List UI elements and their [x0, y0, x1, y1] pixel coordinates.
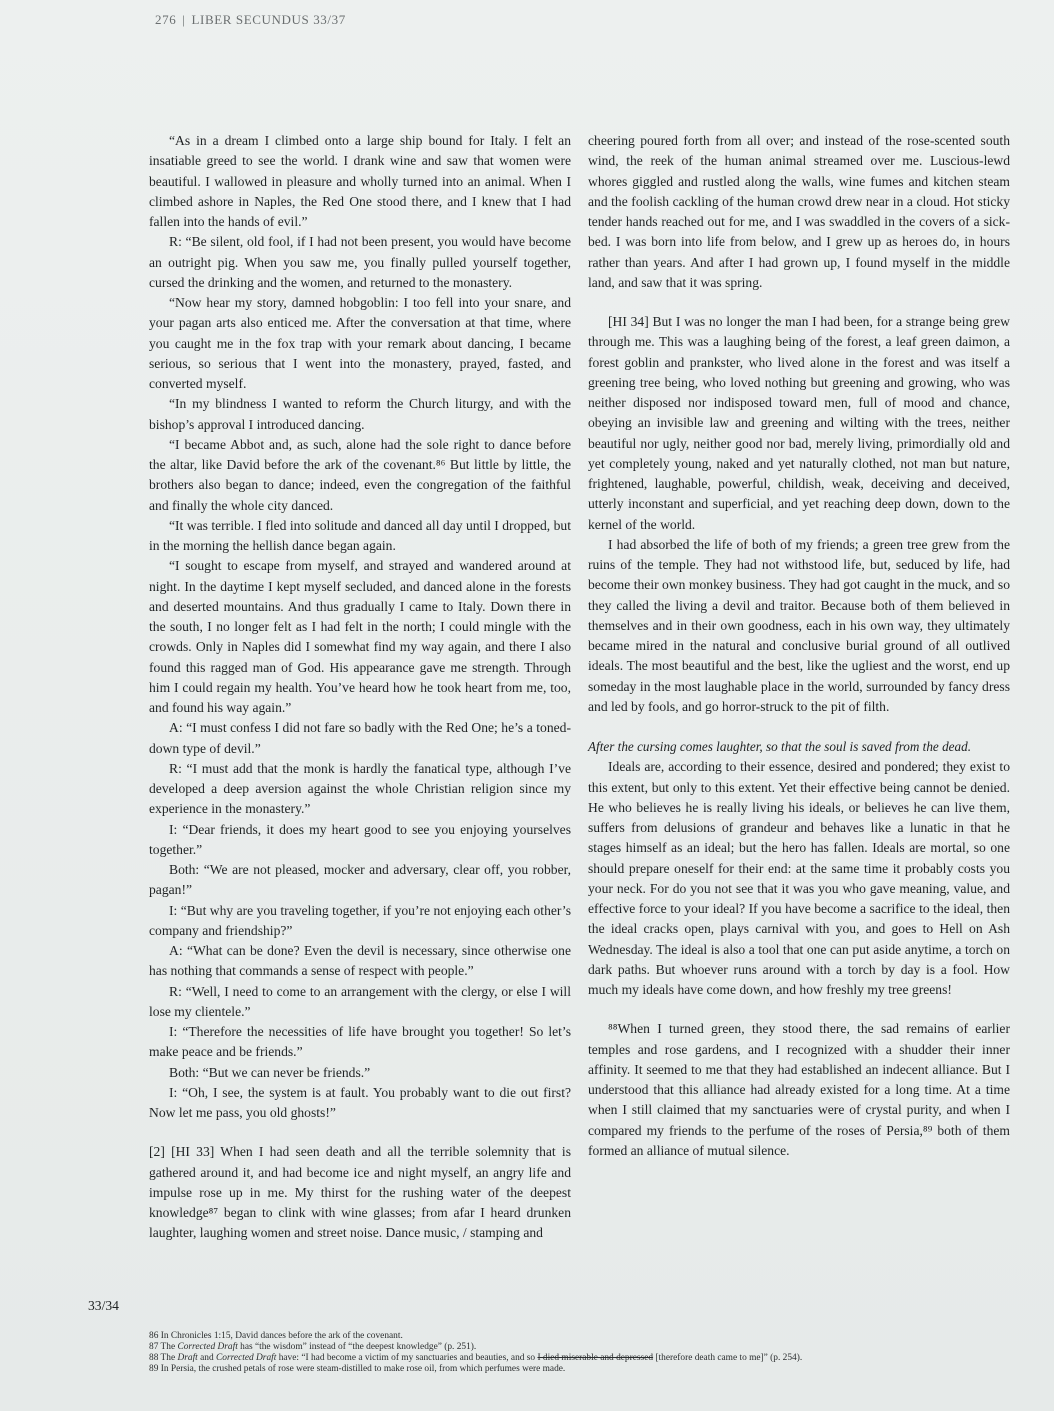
- paragraph: I: “But why are you traveling together, if you’re not enjoying each other’s company and friendship?”: [149, 902, 571, 938]
- footnote-86: 86 In Chronicles 1:15, David dances before the ark of the covenant.: [149, 1331, 403, 1341]
- paragraph: “As in a dream I climbed onto a large ship bound for Italy. I felt an insatiable greed to see the world. I drank wine and saw that women were beautiful. I wallowed in pleasure and wholly turned into an animal. When I climbed ashore in Naples, the Red One stood there, and I knew that I had fallen into the hands of evil.”: [149, 133, 571, 229]
- running-head: [155, 12, 346, 28]
- left-column: [149, 131, 571, 1244]
- footnote-text: [therefore death came to me]” (p. 254).: [653, 1353, 803, 1363]
- paragraph: “I sought to escape from myself, and strayed and wandered around at night. In the daytime I kept myself secluded, and danced alone in the forests and deserted mountains. And thus gradually I came to Italy. Down there in the south, I no longer felt as I had felt in the north; I could mingle with the crowds. Only in Naples did I somewhat find my way again, and there I also found this ragged man of God. His appearance gave me strength. Through him I could regain my health. You’ve heard how he took heart from me, too, and found his way again.”: [149, 558, 571, 715]
- right-column: [588, 131, 1010, 1161]
- paragraph: “Now hear my story, damned hobgoblin: I too fell into your snare, and your pagan arts also enticed me. After the conversation at that time, where you caught me in the fox trap with your remark about dancing, I became serious, so serious that I went into the monastery, prayed, fasted, and converted myself.: [149, 295, 571, 391]
- footnotes: [149, 1331, 1019, 1375]
- paragraph: “In my blindness I wanted to reform the Church liturgy, and with the bishop’s approval I introduced dancing.: [149, 396, 571, 432]
- paragraph: I: “Dear friends, it does my heart good to see you enjoying yourselves together.”: [149, 821, 571, 857]
- paragraph: I had absorbed the life of both of my friends; a green tree grew from the ruins of the temple. They had not withstood life, but, seduced by life, had become their own monkey business. They had got caught in the muck, and so they called the living a devil and traitor. Because both of them believed in themselves and in their own goodness, each in his own way, they ultimately became mired in the natural and conclusive burial ground of all outlived ideals. The most beautiful and the best, like the ugliest and the worst, end up someday in the most laughable place in the world, surrounded by fancy dress and led by fools, and go horror-struck to the pit of filth.: [588, 536, 1010, 714]
- paragraph: A: “What can be done? Even the devil is necessary, since otherwise one has nothing that commands a sense of respect with people.”: [149, 943, 571, 979]
- paragraph: ⁸⁸When I turned green, they stood there, the sad remains of earlier temples and rose gardens, and I recognized with a shudder their inner affinity. It seemed to me that they had established an indecent alliance. But I understood that this alliance had already existed for a long time. At a time when I still claimed that my sanctuaries were of crystal purity, and when I compared my friends to the perfume of the roses of Persia,⁸⁹ both of them formed an alliance of mutual silence.: [588, 1021, 1010, 1158]
- page-number: 276: [155, 12, 177, 27]
- footnote-title: Corrected Draft: [177, 1342, 238, 1352]
- paragraph: cheering poured forth from all over; and instead of the rose-scented south wind, the reek of the human animal streamed over me. Luscious-lewd whores giggled and rustled along the walls, wine fumes and kitchen steam and the foolish cackling of the human crowd drew near in a cloud. Hot sticky tender hands reached out for me, and I was swaddled in the covers of a sick-bed. I was born into life from below, and I grew up as heroes do, in hours rather than years. And after I had grown up, I found myself in the middle land, and saw that it was spring.: [588, 133, 1010, 290]
- footnote-title: Corrected Draft: [216, 1353, 277, 1363]
- paragraph: “It was terrible. I fled into solitude and danced all day until I dropped, but in the morning the hellish dance began again.: [149, 517, 571, 553]
- paragraph: I: “Oh, I see, the system is at fault. You probably want to die out first? Now let me pass, you old ghosts!”: [149, 1084, 571, 1120]
- paragraph: Both: “But we can never be friends.”: [169, 1064, 371, 1080]
- paragraph: R: “Be silent, old fool, if I had not been present, you would have become an outright pig. When you saw me, you finally pulled yourself together, cursed the drinking and the women, and returned to the monastery.: [149, 234, 571, 290]
- struck-text: I died miserable and depressed: [537, 1353, 654, 1363]
- paragraph: A: “I must confess I did not fare so badly with the Red One; he’s a toned-down type of devil.”: [149, 720, 571, 756]
- book-title: LIBER SECUNDUS: [191, 12, 310, 27]
- italic-subheading: After the cursing comes laughter, so that the soul is saved from the dead.: [588, 739, 972, 754]
- section-paragraph: [2] [HI 33] When I had seen death and all the terrible solemnity that is gathered around it, and had become ice and night myself, an angry life and impulse rose up in me. My thirst for the rushing water of the deepest knowledge⁸⁷ began to clink with wine glasses; from afar I heard drunken laughter, laughing women and street noise. Dance music, / stamping and: [149, 1144, 571, 1241]
- footnote-text: 88 The: [149, 1353, 178, 1363]
- folio-reference: 33/37: [313, 12, 346, 27]
- section-paragraph: [HI 34] But I was no longer the man I had been, for a strange being grew through me. This was a laughing being of the forest, a leaf green daimon, a forest goblin and prankster, who lived alone in the forest and was itself a greening tree being, who loved nothing but greening and growing, who was neither disposed nor indisposed toward men, full of mood and chance, obeying an invisible law and greening and wilting with the trees, neither beautiful nor ugly, neither good nor bad, merely living, primordially old and yet completely young, naked and yet naturally clothed, not man but nature, frightened, laughable, powerful, childish, weak, deceiving and deceived, utterly inconstant and superficial, and yet reaching deep down, down to the kernel of the world.: [588, 314, 1010, 532]
- paragraph: R: “I must add that the monk is hardly the fanatical type, although I’ve developed a deep aversion against the whole Christian religion since my experience in the monastery.”: [149, 760, 571, 817]
- footnote-text: and: [197, 1353, 217, 1363]
- footnote-text: have: “I had become a victim of my sanctuaries and beauties, and so: [276, 1353, 538, 1363]
- footnote-text: 87 The: [149, 1342, 178, 1352]
- footnote-89: 89 In Persia, the crushed petals of rose were steam-distilled to make rose oil, from which perfumes were made.: [149, 1364, 566, 1374]
- footnote-88: [149, 1353, 1019, 1364]
- paragraph: Both: “We are not pleased, mocker and adversary, clear off, you robber, pagan!”: [149, 862, 571, 898]
- margin-folio-note: 33/34: [88, 1298, 119, 1313]
- paragraph: “I became Abbot and, as such, alone had the sole right to dance before the altar, like David before the ark of the covenant.⁸⁶ But little by little, the brothers also began to dance; indeed, even the congregation of the faithful and finally the whole city danced.: [149, 436, 571, 513]
- paragraph: Ideals are, according to their essence, desired and pondered; they exist to this extent, but only to this extent. Yet their effective being cannot be denied. He who believes he is really living his ideals, or believes he can live them, suffers from delusions of grandeur and behaves like a lunatic in that he stages himself as an ideal; but the hero has fallen. Ideals are mortal, so one should prepare oneself for their end: at the same time it probably costs you your neck. For do you not see that it was you who gave meaning, value, and effective force to your ideal? If you have become a sacrifice to the ideal, then the ideal cracks open, plays carnival with you, and goes to Hell on Ash Wednesday. The ideal is also a tool that one can put aside anytime, a torch on dark paths. But whoever runs around with a torch by day is a fool. How much my ideals have come down, and how freshly my tree greens!: [588, 759, 1010, 997]
- footnote-text: has “the wisdom” instead of “the deepest knowledge” (p. 251).: [237, 1342, 477, 1352]
- footnote-87: [149, 1342, 1019, 1353]
- footnote-title: Draft: [177, 1353, 198, 1363]
- paragraph: I: “Therefore the necessities of life have brought you together! So let’s make peace and be friends.”: [149, 1024, 571, 1060]
- header-separator: |: [182, 12, 186, 27]
- paragraph: R: “Well, I need to come to an arrangement with the clergy, or else I will lose my clientele.”: [149, 983, 571, 1019]
